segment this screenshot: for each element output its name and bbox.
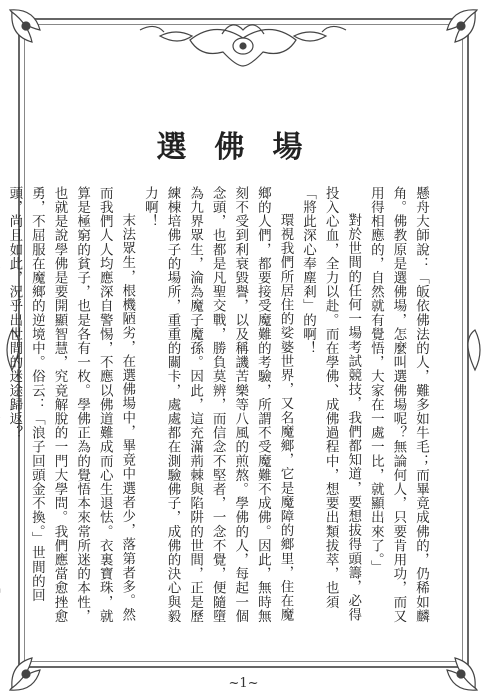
body-text bbox=[6, 186, 432, 626]
paragraph bbox=[0, 186, 3, 626]
paragraph: 環視我們所居住的娑婆世界，又名魔鄉，它是魔障的鄉里，住在魔鄉的人們，都要接受魔難的考驗，所謂不受魔難不成佛。因此，無時無刻不受到利衰毀譽，以及稱譏苦樂等八風的煎熬。學佛的人，每起一個念頭，也都是凡聖交戰，勝負莫辨，而信念不堅者，一念不覺，便隨墮為九界眾生，淪為魔子魔孫。因此，這充滿荊棘與陷阱的世間，正是歷練棟培佛子的場所，重重的關卡，處處都在測驗佛子，成佛的決心與毅力啊！ bbox=[141, 186, 294, 624]
page-title: 選佛場 bbox=[156, 130, 331, 165]
paragraph: 對於世間的任何一場考試競技，我們都知道，要想拔得頭籌，必得投入心血，全力以赴。而在學佛、成佛過程中，想要出類拔萃，也須「將此深心奉塵剎」的啊！ bbox=[300, 186, 362, 622]
page-number: ~1~ bbox=[228, 676, 259, 691]
paragraph: 懸舟大師說：「皈依佛法的人，難多如牛毛；而畢竟成佛的，仍稀如麟角。佛教原是選佛場，怎麼叫選佛場呢？無論何人，只要肯用功，而又用得相應的，自然就有覺悟，大家在一處一比，就顯出來了。」 bbox=[367, 186, 429, 624]
paragraph: 末法眾生，根機陋劣，在選佛場中，畢竟中選者少，落第者多。然而我們人人均應深自警惕，不應以佛道難成而心生退怯。衣裏寶珠，就算是極窮的貧子，也是各有一枚。學佛正為的覺悟本來常所迷的本性，也就是說學佛是要開顯智慧，究竟解脫的一門大學問。我們應當愈挫愈勇，不屈服在魔鄉的逆境中。俗云：「浪子回頭金不換。」世間的回頭，尚且如此，況乎出世間的迷途歸返？ bbox=[6, 186, 136, 624]
